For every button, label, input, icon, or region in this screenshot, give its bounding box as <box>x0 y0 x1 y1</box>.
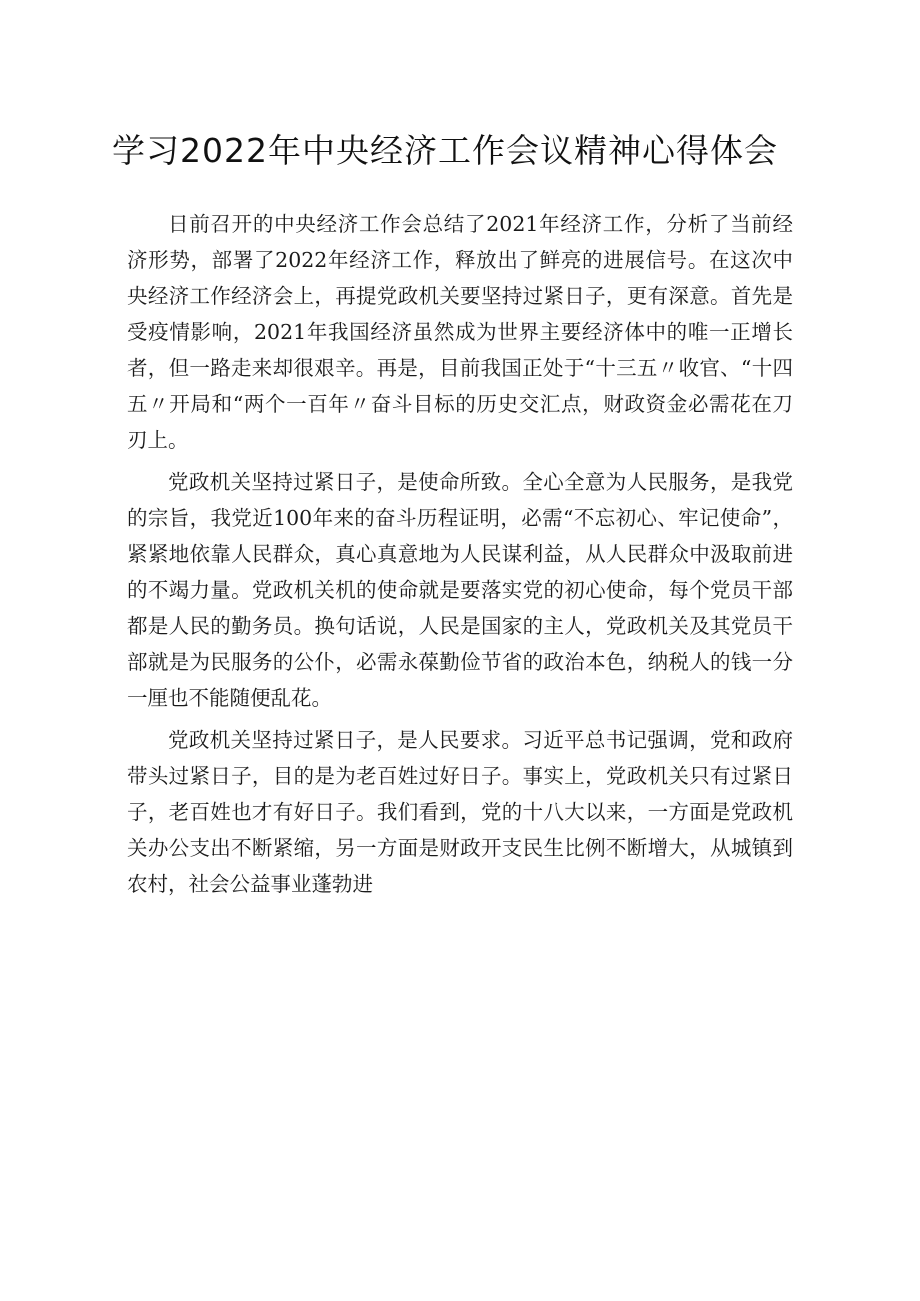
document-body <box>127 206 793 902</box>
paragraph-1: 日前召开的中央经济工作会总结了2021年经济工作，分析了当前经济形势，部署了2022年经济工作，释放出了鲜亮的进展信号。在这次中央经济工作经济会上，再提党政机关要坚持过紧日子，更有深意。首先是受疫情影响，2021年我国经济虽然成为世界主要经济体中的唯一正增长者，但一路走来却很艰辛。再是，目前我国正处于“十三五〃收官、“十四五〃开局和“两个一百年〃奋斗目标的历史交汇点，财政资金必需花在刀刃上。 <box>127 212 793 452</box>
paragraph-2: 党政机关坚持过紧日子，是使命所致。全心全意为人民服务，是我党的宗旨，我党近100年来的奋斗历程证明，必需“不忘初心、牢记使命”，紧紧地依靠人民群众，真心真意地为人民谋利益，从人民群众中汲取前进的不竭力量。党政机关机的使命就是要落实党的初心使命，每个党员干部都是人民的勤务员。换句话说，人民是国家的主人，党政机关及其党员干部就是为民服务的公仆，必需永葆勤俭节省的政治本色，纳税人的钱一分一厘也不能随便乱花。 <box>127 470 793 710</box>
document-title: 学习2022年中央经济工作会议精神心得体会 <box>112 131 778 170</box>
paragraph-3: 党政机关坚持过紧日子，是人民要求。习近平总书记强调，党和政府带头过紧日子，目的是为老百姓过好日子。事实上，党政机关只有过紧日子，老百姓也才有好日子。我们看到，党的十八大以来，一方面是党政机关办公支出不断紧缩，另一方面是财政开支民生比例不断增大，从城镇到农村，社会公益事业蓬勃进 <box>127 728 793 896</box>
